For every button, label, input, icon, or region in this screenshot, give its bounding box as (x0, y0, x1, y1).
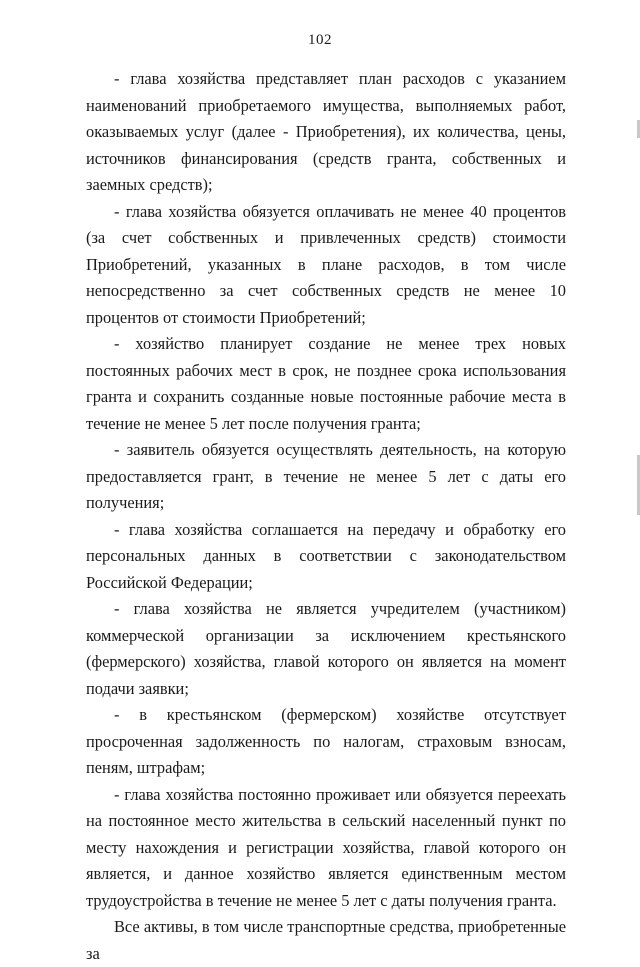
page-number: 102 (308, 32, 332, 48)
document-body (86, 66, 566, 967)
paragraph: - глава хозяйства не является учредителем (участником) коммерческой организации за исключением крестьянского (фермерского) хозяйства, главой которого он является на момент подачи заявки; (86, 599, 566, 698)
paragraph: - глава хозяйства соглашается на передачу и обработку его персональных данных в соответствии с законодательством Российской Федерации; (86, 519, 566, 592)
paragraph: - в крестьянском (фермерском) хозяйстве отсутствует просроченная задолженность по налогам, страховым взносам, пеням, штрафам; (86, 705, 566, 777)
paragraph: - заявитель обязуется осуществлять деятельность, на которую предоставляется грант, в течение не менее 5 лет с даты его получения; (86, 440, 566, 512)
paragraph: - хозяйство планирует создание не менее трех новых постоянных рабочих мест в срок, не позднее срока использования гранта и сохранить созданные новые постоянные рабочие места в течение не менее 5 лет после получения гранта; (86, 334, 566, 433)
paragraph: - глава хозяйства представляет план расходов с указанием наименований приобретаемого имущества, выполняемых работ, оказываемых услуг (далее - Приобретения), их количества, цены, источников финансирования (средств гранта, собственных и заемных средств); (86, 69, 566, 194)
paragraph: - глава хозяйства обязуется оплачивать не менее 40 процентов (за счет собственных и привлеченных средств) стоимости Приобретений, указанных в плане расходов, в том числе непосредственно за счет собственных средств не менее 10 процентов от стоимости Приобретений; (86, 201, 566, 327)
paragraph: - глава хозяйства постоянно проживает или обязуется переехать на постоянное место жительства в сельский населенный пункт по месту нахождения и регистрации хозяйства, главой которого он является, и данное хозяйство является единственным местом трудоустройства в течение не менее 5 лет с даты получения гранта. (86, 784, 566, 910)
paragraph: Все активы, в том числе транспортные средства, приобретенные за (86, 917, 566, 963)
